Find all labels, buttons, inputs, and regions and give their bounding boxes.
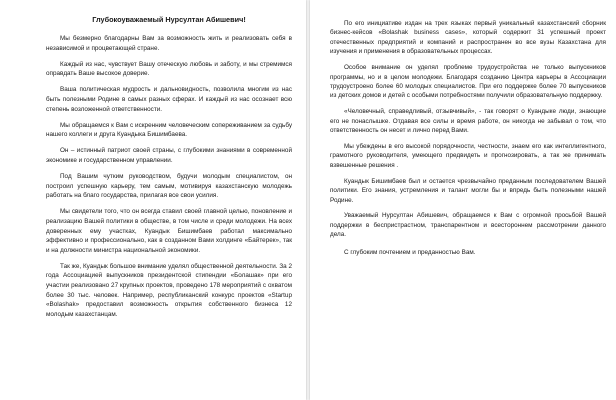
letter-paragraph: Ваша политическая мудрость и дальновидность, позволила многим из нас быть полезными Родине в самых разных сферах. И каждый из нас осознает всю степень возложенной ответственности. [46, 86, 292, 113]
letter-paragraph: По его инициативе издан на трех языках первый уникальный казахстанский сборник бизнес-кейсов «Bolashak business cases», который содержит 31 успешный проект отечественных предприятий и компаний и распространен во все вузы Казахстана для изучения и применения в образовательных процессах. [330, 20, 606, 56]
letter-salutation: Глубокоуважаемый Нурсултан Абишевич! [92, 15, 246, 24]
letter-paragraph: Мы свидетели того, что он всегда ставил своей главной целью, поновление и реализацию Вашей политики в обществе, в том числе и среди молодежи. На всех доверенных ему участках, Куандык Бишимбаев работал максимально эффективно и профессионально, как в созданном Вами холдинге «Байтерек», так и на должности министра национальной экономики. [46, 208, 292, 254]
letter-paragraph: Уважаемый Нурсултан Абишевич, обращаемся к Вам с огромной просьбой Вашей поддержки в беспристрастном, транспарентном и всестороннем рассмотрении данного дела. [330, 212, 606, 239]
letter-paragraph: Мы убеждены в его высокой порядочности, честности, знаем его как интеллигентного, грамотного руководителя, умеющего предвидеть и прогнозировать, а так же принимать взвешенные решения . [330, 142, 606, 169]
letter-paragraph: Куандык Бишимбаев был и остается чрезвычайно преданным последователем Вашей политики. Его знания, устремления и талант могли бы и впредь быть полезными нашей Родине. [330, 177, 606, 204]
letter-paragraph: Мы безмерно благодарны Вам за возможность жить и реализовать себя в независимой и процветающей стране. [46, 35, 292, 52]
letter-paragraph: «Человечный, справедливый, отзывчивый», - так говорят о Куандыке люди, знающие его не понаслышке. Отдавая все силы и время работе, он никогда не забывал о том, что ответственность он несет и лично перед Вами. [330, 108, 606, 135]
letter-page-left [0, 0, 306, 400]
letter-closing: С глубоким почтением и преданностью Вам. [344, 248, 476, 256]
letter-paragraph: Каждый из нас, чувствует Вашу отеческую любовь и заботу, и мы стремимся оправдать Ваше высокое доверие. [46, 60, 292, 78]
letter-paragraph: Так же, Куандык большое внимание уделял общественной деятельности. За 2 года Ассоциацией выпускников президентской стипендии «Болашак» при его участии реализовано 27 крупных проектов, проведено 178 мероприятий с охватом более 30 тыс. человек. Например, республиканский конкурс проектов «Startup «Bolashak» предоставил возможность открытия собственного бизнеса 12 молодым казахстанцам. [46, 262, 292, 318]
letter-paragraph: Особое внимание он уделял проблеме трудоустройства не только выпускников программы, но и в целом молодежи. Благодаря созданию Центра карьеры в Ассоциации трудоустроено более 60 молодых специалистов. При его поддержке более 70 выпускников из детских домов и детей с особыми потребностями получили образовательную поддержку. [330, 64, 606, 100]
letter-paragraph: Мы обращаемся к Вам с искренним человеческим сопереживанием за судьбу нашего коллеги и друга Куандыка Бишимбаева. [46, 121, 292, 139]
letter-paragraph: Он – истинный патриот своей страны, с глубокими знаниями в современной экономике и государственном управлении. [46, 147, 292, 164]
letter-paragraph: Под Вашим чутким руководством, будучи молодым специалистом, он построил успешную карьеру, тем самым, мотивируя казахстанскую молодежь работать на благо государства, прилагая все свои усилия. [46, 173, 292, 200]
letter-page-right [310, 0, 616, 400]
